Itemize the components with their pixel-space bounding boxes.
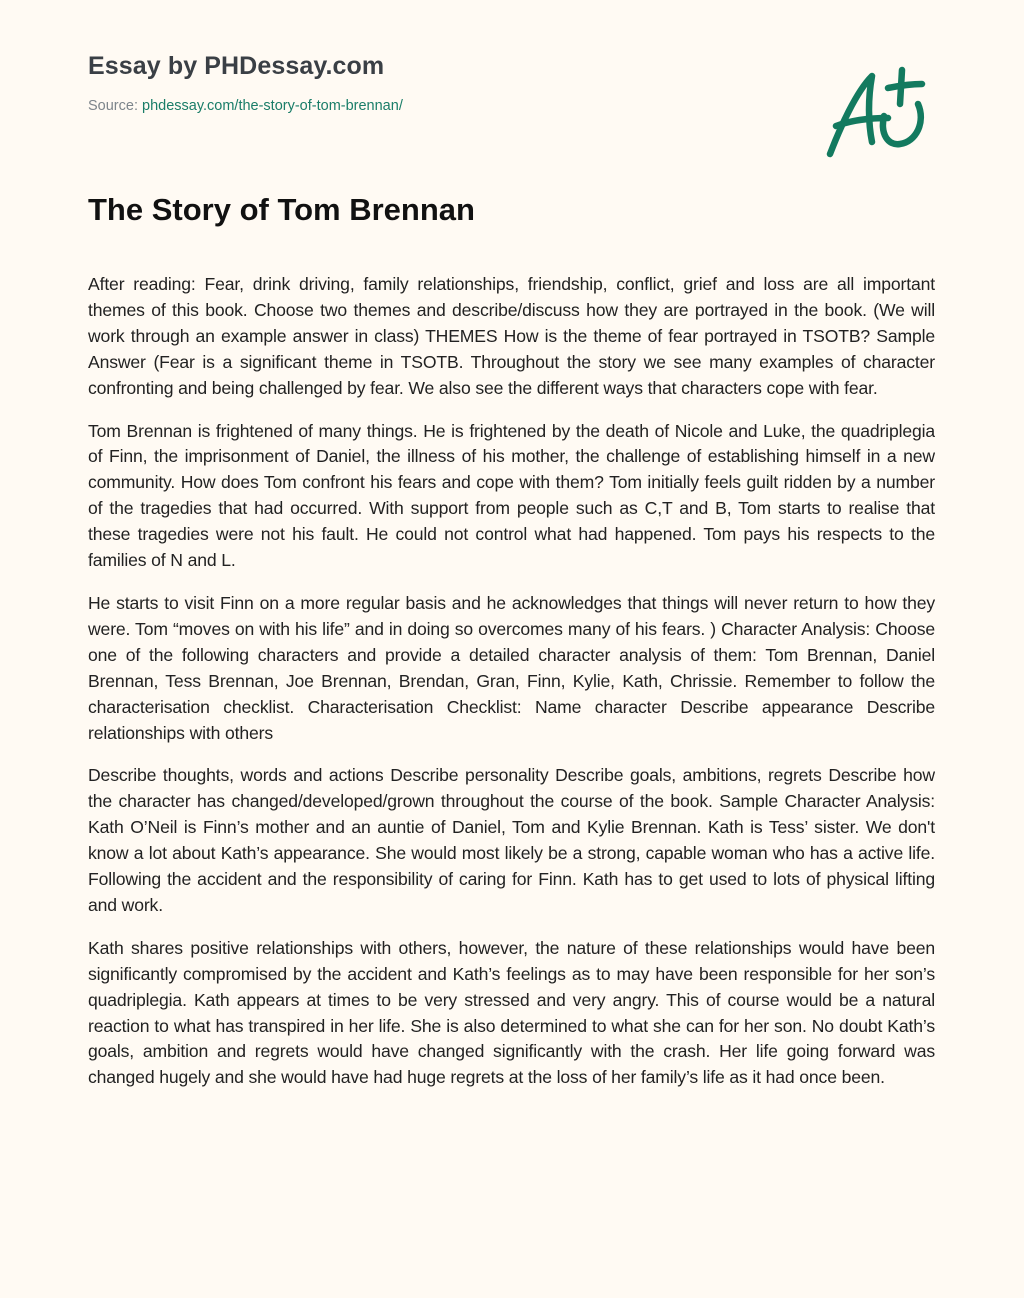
essay-paragraph: After reading: Fear, drink driving, family relationships, friendship, conflict, grief and loss are all important themes of this book. Choose two themes and describe/discuss how they are portrayed in the book. (We will work through an example answer in class) THEMES How is the theme of fear portrayed in TSOTB? Sample Answer (Fear is a significant theme in TSOTB. Throughout the story we see many examples of character confronting and being challenged by fear. We also see the different ways that characters cope with fear. bbox=[88, 274, 935, 398]
essay-paragraph: He starts to visit Finn on a more regular basis and he acknowledges that things will never return to how they were. Tom “moves on with his life” and in doing so overcomes many of his fears. ) Character Analysis: Choose one of the following characters and provide a detailed character analysis of them: Tom Brennan, Daniel Brennan, Tess Brennan, Joe Brennan, Brendan, Gran, Finn, Kylie, Kath, Chrissie. Remember to follow the characterisation checklist. Characterisation Checklist: Name character Describe appearance Describe relationships with others bbox=[88, 592, 935, 743]
a-plus-grade-icon bbox=[822, 62, 932, 162]
essay-paragraph: Describe thoughts, words and actions Describe personality Describe goals, ambitions, regrets Describe how the character has changed/developed/grown throughout the course of the book. Sample Character Analysis: Kath O’Neil is Finn’s mother and an auntie of Daniel, Tom and Kylie Brennan. Kath is Tess’ sister. We don't know a lot about Kath’s appearance. She would most likely be a strong, capable woman who has a active life. Following the accident and the responsibility of caring for Finn. Kath has to get used to lots of physical lifting and work. bbox=[88, 765, 935, 915]
source-link[interactable]: phdessay.com/the-story-of-tom-brennan/ bbox=[142, 98, 403, 114]
essay-paragraph: Kath shares positive relationships with others, however, the nature of these relationships would have been significantly compromised by the accident and Kath’s feelings as to may have been responsible for her son’s quadriplegia. Kath appears at times to be very stressed and very angry. This of course would be a natural reaction to what has transpired in her life. She is also determined to what she can for her son. No doubt Kath’s goals, ambition and regrets would have changed significantly with the crash. Her life going forward was changed hugely and she would have had huge regrets at the loss of her family’s life as it had once been. bbox=[88, 937, 935, 1088]
source-line bbox=[88, 96, 788, 116]
site-title: Essay by PHDessay.com bbox=[88, 52, 385, 80]
site-header bbox=[88, 50, 788, 116]
essay-paragraph: Tom Brennan is frightened of many things. He is frightened by the death of Nicole and Luke, the quadriplegia of Finn, the imprisonment of Daniel, the illness of his mother, the challenge of establishing himself in a new community. How does Tom confront his fears and cope with them? Tom initially feels guilt ridden by a number of the tragedies that had occurred. With support from people such as C,T and B, Tom starts to realise that these tragedies were not his fault. He could not control what had happened. Tom pays his respects to the families of N and L. bbox=[88, 420, 935, 571]
source-label: Source: bbox=[88, 98, 142, 114]
page-title: The Story of Tom Brennan bbox=[88, 192, 475, 227]
essay-body bbox=[88, 272, 935, 1250]
